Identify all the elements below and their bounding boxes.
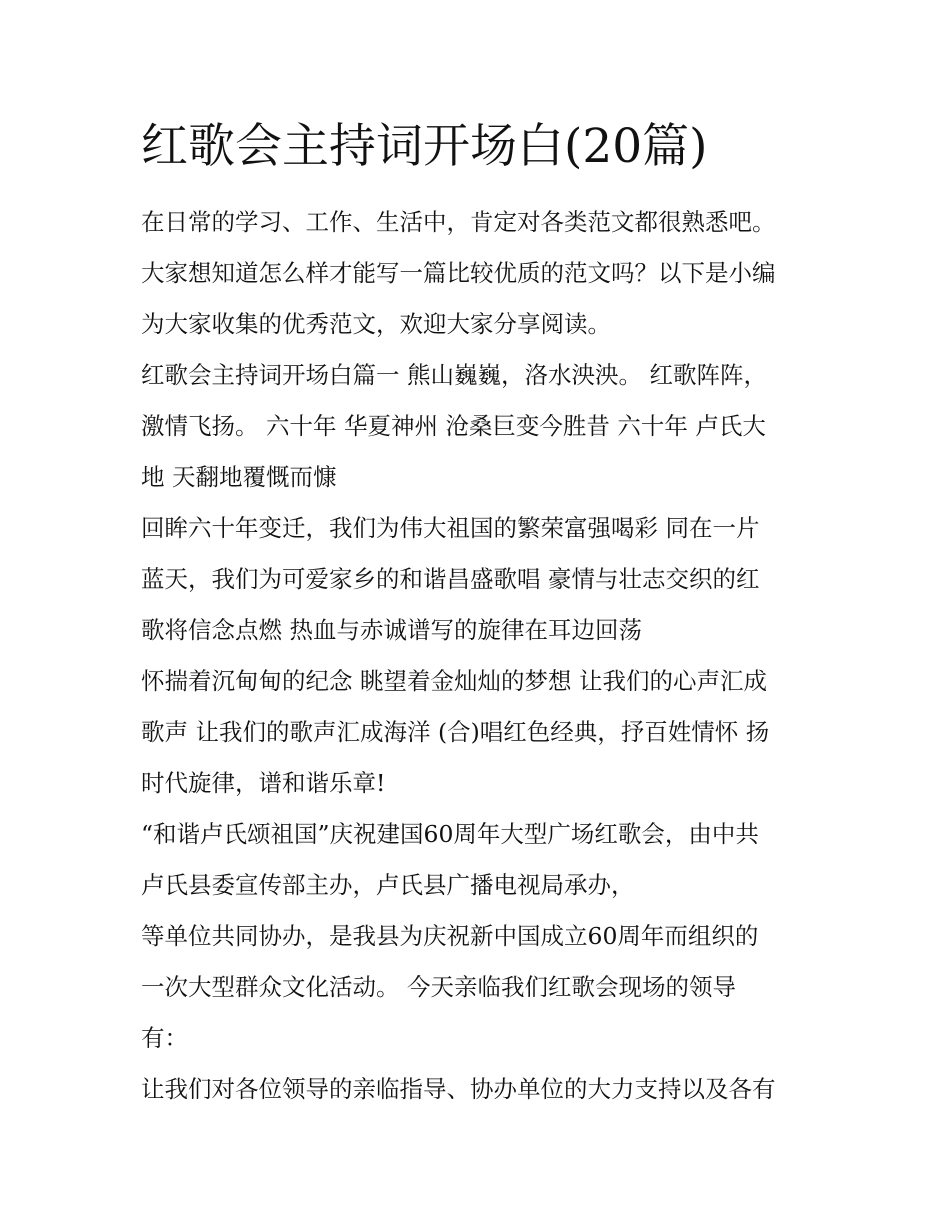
body-line: 等单位共同协办，是我县为庆祝新中国成立60周年而组织的 <box>141 922 759 950</box>
body-line: 为大家收集的优秀范文，欢迎大家分享阅读。 <box>141 310 611 338</box>
body-line: 歌将信念点燃 热血与赤诚谱写的旋律在耳边回荡 <box>141 616 642 644</box>
body-line: 歌声 让我们的歌声汇成海洋 (合)唱红色经典，抒百姓情怀 扬 <box>141 718 770 746</box>
body-line: 一次大型群众文化活动。 今天亲临我们红歌会现场的领导 <box>141 973 736 1001</box>
body-line: 卢氏县委宣传部主办，卢氏县广播电视局承办， <box>141 871 635 899</box>
body-line: 激情飞扬。 六十年 华夏神州 沧桑巨变今胜昔 六十年 卢氏大 <box>141 412 766 440</box>
body-line: 大家想知道怎么样才能写一篇比较优质的范文吗？以下是小编 <box>141 259 776 287</box>
body-line: “和谐卢氏颂祖国”庆祝建国60周年大型广场红歌会，由中共 <box>141 820 759 848</box>
body-line: 在日常的学习、工作、生活中，肯定对各类范文都很熟悉吧。 <box>141 208 776 236</box>
body-line: 地 天翻地覆慨而慷 <box>141 463 337 491</box>
body-line: 让我们对各位领导的亲临指导、协办单位的大力支持以及各有 <box>141 1075 776 1103</box>
body-line: 怀揣着沉甸甸的纪念 眺望着金灿灿的梦想 让我们的心声汇成 <box>141 667 767 695</box>
body-line: 蓝天，我们为可爱家乡的和谐昌盛歌唱 豪情与壮志交织的红 <box>141 565 760 593</box>
body-line: 有： <box>141 1024 188 1052</box>
body-line: 红歌会主持词开场白篇一 熊山巍巍，洛水泱泱。 红歌阵阵， <box>141 361 767 389</box>
body-line: 回眸六十年变迁，我们为伟大祖国的繁荣富强喝彩 同在一片 <box>141 514 760 542</box>
document-title: 红歌会主持词开场白(20篇) <box>141 119 708 174</box>
body-line: 时代旋律，谱和谐乐章! <box>141 769 386 797</box>
document-body <box>141 197 831 1115</box>
